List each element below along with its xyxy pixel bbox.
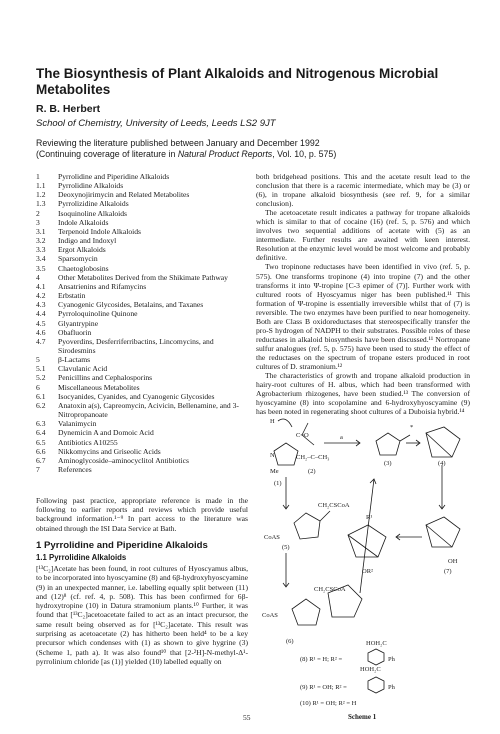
toc-entry xyxy=(36,291,248,300)
toc-entry-title: Cyanogenic Glycosides, Betalains, and Taxanes xyxy=(58,300,204,310)
toc-entry-title: Isocyanides, Cyanides, and Cyanogenic Glycosides xyxy=(58,391,215,401)
toc-entry-number: 6.7 xyxy=(36,455,46,465)
toc-entry-number: 6.5 xyxy=(36,437,46,447)
toc-entry xyxy=(36,456,248,465)
left-column-body: [¹³C₂]Acetate has been found, in root cultures of Hyoscyamus albus, to be incorporated into hyoscyamine (8) and 6β-hydroxyhyoscyamine (9) in an unexpected manner, i.e. labelling equally split between (11) and (12)⁸ (cf. ref. 4, p. 508). This has been confirmed for 6β-hydroxytropine (10) in Datura stramonium plants.¹⁰ Further, it was found that [¹³C₂]acetoacetate failed to act as an intact precursor, the same result being observed as for [¹³C₂]acetate. This result was surprising as acetoacetate (2) has hitherto been held⁴ to be a key precursor which condenses with (1) as shown to give hygrine (3) (Scheme 1, path a). It was also found¹⁰ that [2-²H]-N-methyl-Δ¹-pyrrolinium chloride [as (1)] yielded (10) labelled equally on xyxy=(36,564,249,666)
path-a-label: a xyxy=(340,434,343,441)
toc-entry xyxy=(36,309,248,318)
toc-entry-title: Ansatrienins and Rifamycins xyxy=(58,281,147,291)
compound-2-label: (2) xyxy=(308,468,316,475)
toc-entry-title: Dynemicin A and Domoic Acid xyxy=(58,428,154,438)
coverage-line-2-post: , Vol. 10, p. 575) xyxy=(272,149,337,159)
compound-3-label: (3) xyxy=(384,460,392,467)
ch2cscoa-label: CH₂CSCoA xyxy=(318,502,350,509)
toc-entry-title: References xyxy=(58,465,92,474)
h-label: H xyxy=(270,418,275,425)
oh-label: OH xyxy=(448,558,458,565)
compound-4-label: (4) xyxy=(438,460,446,467)
toc-entry xyxy=(36,254,248,263)
toc-entry xyxy=(36,438,248,447)
toc-entry xyxy=(36,428,248,437)
toc-entry-number: 4.4 xyxy=(36,309,46,319)
ester-10-label: (10) R¹ = OH; R² = H xyxy=(300,700,357,707)
toc-entry-number: 4.3 xyxy=(36,300,46,310)
toc-entry-number: 6.4 xyxy=(36,428,46,438)
toc-entry xyxy=(36,218,248,227)
toc-entry xyxy=(36,264,248,273)
toc-entry-title: Deoxynojirimycin and Related Metabolites xyxy=(58,190,190,200)
toc-entry-number: 4 xyxy=(36,272,40,282)
toc-entry-title: Other Metabolites Derived from the Shikimate Pathway xyxy=(58,272,228,282)
toc-entry-number: 4.5 xyxy=(36,318,46,328)
page-number: 55 xyxy=(243,713,251,722)
ester-8-label: (8) R¹ = H; R² = xyxy=(300,656,343,663)
toc-entry-title: Pyrrolidine and Piperidine Alkaloids xyxy=(58,172,170,181)
article-title: The Biosynthesis of Plant Alkaloids and Nitrogenous Microbial Metabolites xyxy=(36,66,439,97)
toc-entry-title: Penicillins and Cephalosporins xyxy=(58,373,153,383)
toc-entry-number: 2 xyxy=(36,208,40,218)
carbonyl-label: C=O xyxy=(296,432,309,439)
journal-name: Natural Product Reports xyxy=(177,149,273,159)
toc-entry-title: Nikkomycins and Griseolic Acids xyxy=(58,446,161,456)
star-label: * xyxy=(410,424,414,431)
toc-entry-title: Pyrrolizidine Alkaloids xyxy=(58,199,129,209)
author-affiliation: School of Chemistry, University of Leeds, Leeds LS2 9JT xyxy=(36,118,276,129)
toc-entry-title: Clavulanic Acid xyxy=(58,364,108,374)
toc-entry xyxy=(36,383,248,392)
right-paragraph: The characteristics of growth and tropane alkaloid production in hairy-root cultures of H. albus, which had been transformed with Agrobacterium rhizogenes, have been studied.¹³ The conversion of hyoscyamine (8) into scopolamine and 6-hydroxyhyoscyamine (9) has been noted in regenerating shoot cultures of a Duboisia hybrid.¹⁴ xyxy=(256,371,470,417)
compound-1-label: (1) xyxy=(274,480,282,487)
toc-entry-title: Glyantrypine xyxy=(58,318,99,328)
toc-entry-title: Pyrrolidine Alkaloids xyxy=(58,181,124,191)
toc-entry-number: 3.2 xyxy=(36,236,46,246)
toc-entry xyxy=(36,401,248,419)
toc-entry-title: Terpenoid Indole Alkaloids xyxy=(58,226,141,236)
toc-entry-number: 6.1 xyxy=(36,391,46,401)
toc-entry-title: Indole Alkaloids xyxy=(58,217,109,227)
toc-entry-title: Isoquinoline Alkaloids xyxy=(58,208,127,218)
scheme-caption: Scheme 1 xyxy=(348,713,377,721)
toc-entry-title: Erbstatin xyxy=(58,291,86,301)
toc-entry xyxy=(36,319,248,328)
toc-entry-title: Sparsomycin xyxy=(58,254,98,264)
chain-label: CH₂–C–CH₃ xyxy=(296,454,330,461)
toc-entry xyxy=(36,190,248,199)
right-paragraph: both bridgehead positions. This and the acetate result lead to the conclusion that there is a racemic intermediate, which may be (3) or (6), in tropane alkaloid biosynthesis (see ref. 9, for a similar conclusion). xyxy=(256,172,470,209)
right-paragraph: Two tropinone reductases have been identified in vivo (ref. 5, p. 575). One transforms tropinone (4) into tropine (7) and the other transforms it into Ψ-tropine [C-3 epimer of (7)]. Further work with cultured roots of Hyoscyamus niger has been published.¹¹ This formation of Ψ-tropine is essentially irreversible whilst that of (7) is reversible. The two enzymes have been purified to near homogeneity. Both are Class B oxidoreductases that stereospecifically transfer the pro-S hydrogen of NADPH to their substrates. Possible roles of these reductases in alkaloid biosynthesis have been discussed.¹¹ Nortropane sulfur analogues (ref. 5, p. 575) have been used to study the effect of the reductases on the spectrum of tropane esters produced in root cultures of D. stramonium.¹² xyxy=(256,262,470,371)
reaction-scheme xyxy=(256,413,470,723)
coverage-line-2 xyxy=(36,149,476,160)
coverage-line-2-pre: (Continuing coverage of literature in xyxy=(36,149,178,159)
compound-5-label: (5) xyxy=(282,544,290,551)
toc-entry-number: 3 xyxy=(36,217,40,227)
toc-entry xyxy=(36,245,248,254)
toc-entry-title: Indigo and Indoxyl xyxy=(58,236,117,246)
toc-entry-number: 5.2 xyxy=(36,373,46,383)
toc-entry-number: 3.3 xyxy=(36,245,46,255)
toc-entry xyxy=(36,199,248,208)
toc-entry-number: 6.3 xyxy=(36,419,46,429)
toc-entry xyxy=(36,419,248,428)
toc-entry-title: Chaetoglobosins xyxy=(58,263,109,273)
toc-entry xyxy=(36,328,248,337)
table-of-contents xyxy=(36,172,248,474)
toc-entry-number: 6.6 xyxy=(36,446,46,456)
toc-entry-number: 5.1 xyxy=(36,364,46,374)
toc-entry xyxy=(36,300,248,309)
n-label: N xyxy=(270,452,275,459)
toc-entry xyxy=(36,172,248,181)
toc-entry xyxy=(36,364,248,373)
toc-entry-title: Ergot Alkaloids xyxy=(58,245,106,255)
toc-entry xyxy=(36,181,248,190)
ester-9-label: (9) R¹ = OH; R² = xyxy=(300,684,347,691)
section-1-heading: 1 Pyrrolidine and Piperidine Alkaloids xyxy=(36,540,208,551)
hoh2c-label: HOH₂C xyxy=(366,640,387,647)
toc-entry xyxy=(36,465,248,474)
toc-entry-title: Obafluorin xyxy=(58,327,92,337)
coas-label: CoAS xyxy=(264,534,280,541)
toc-entry xyxy=(36,227,248,236)
author-name: R. B. Herbert xyxy=(36,103,101,115)
toc-entry-number: 6 xyxy=(36,382,40,392)
ph-label-2: Ph xyxy=(388,684,395,691)
ch2cscoa-label-2: CH₂CSCoA xyxy=(314,586,346,593)
toc-entry xyxy=(36,447,248,456)
toc-entry-title: Antibiotics A10255 xyxy=(58,437,118,447)
toc-entry xyxy=(36,392,248,401)
coas-label-2: CoAS xyxy=(262,612,278,619)
toc-entry-title: Miscellaneous Metabolites xyxy=(58,382,140,392)
toc-entry-number: 4.7 xyxy=(36,336,46,346)
toc-entry xyxy=(36,209,248,218)
toc-entry-number: 4.2 xyxy=(36,291,46,301)
ph-label: Ph xyxy=(388,656,395,663)
toc-entry-number: 3.4 xyxy=(36,254,46,264)
toc-entry-number: 4.1 xyxy=(36,281,46,291)
right-column-body xyxy=(256,172,470,416)
toc-entry-number: 3.1 xyxy=(36,226,46,236)
toc-entry xyxy=(36,373,248,382)
toc-entry-number: 7 xyxy=(36,465,40,474)
toc-entry-title: Anatoxin a(s), Capreomycin, Acivicin, Bellenamine, and 3-Nitropropanoate xyxy=(58,400,239,420)
toc-entry xyxy=(36,236,248,245)
me-label: Me xyxy=(270,468,279,475)
toc-entry-title: Pyoverdins, Desferriferribactins, Lincomycins, and Sirodesmins xyxy=(58,336,214,355)
coverage-line-1: Reviewing the literature published between January and December 1992 xyxy=(36,138,320,148)
right-paragraph: The acetoacetate result indicates a pathway for tropane alkaloids which is similar to that of cocaine (16) (ref. 5, p. 576) and which involves two sequential additions of acetate with (5) as an intermediate. Further results are awaited with keen interest. Resolution at the enzymic level would be most welcome and probably definitive. xyxy=(256,208,470,263)
toc-entry-number: 5 xyxy=(36,355,40,365)
toc-entry xyxy=(36,355,248,364)
toc-entry-number: 6.2 xyxy=(36,400,46,410)
hoh2c-label-2: HOH₂C xyxy=(360,666,381,673)
compound-7-label: (7) xyxy=(444,568,452,575)
r1-label: R¹ xyxy=(366,514,373,521)
or2-label: OR² xyxy=(362,568,373,575)
section-1-1-heading: 1.1 Pyrrolidine Alkaloids xyxy=(36,553,127,562)
pyrrolinium-ring xyxy=(274,443,298,465)
toc-entry-title: β-Lactams xyxy=(58,355,91,365)
toc-entry-title: Pyrroloquinoline Quinone xyxy=(58,309,138,319)
toc-entry xyxy=(36,282,248,291)
toc-entry-number: 1.1 xyxy=(36,181,46,191)
coverage-note xyxy=(36,138,476,160)
intro-paragraph: Following past practice, appropriate reference is made in the following to earlier reports and reviews which provide useful background information.¹⁻⁹ In part access to the literature was obtained through the ISI Data Service at Bath. xyxy=(36,496,248,533)
toc-entry-title: Aminoglycoside–aminocyclitol Antibiotics xyxy=(58,455,189,465)
compound-6-label: (6) xyxy=(286,638,294,645)
toc-entry-title: Valanimycin xyxy=(58,419,97,429)
toc-entry-number: 3.5 xyxy=(36,263,46,273)
toc-entry xyxy=(36,337,248,355)
toc-entry-number: 1.2 xyxy=(36,190,46,200)
toc-entry-number: 4.6 xyxy=(36,327,46,337)
toc-entry-number: 1.3 xyxy=(36,199,46,209)
toc-entry xyxy=(36,273,248,282)
toc-entry-number: 1 xyxy=(36,172,40,181)
